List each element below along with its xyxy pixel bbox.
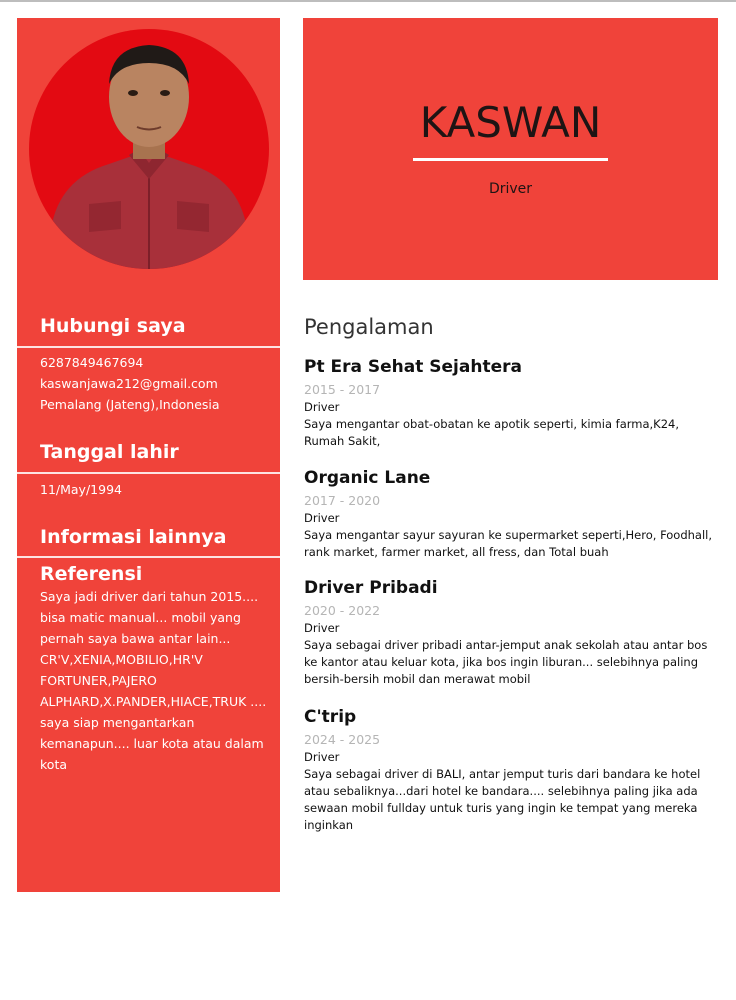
birth-title: Tanggal lahir xyxy=(40,441,179,463)
person-illustration xyxy=(29,29,269,269)
job-years: 2024 - 2025 xyxy=(304,732,381,747)
job-years: 2015 - 2017 xyxy=(304,382,381,397)
job-role: Driver xyxy=(304,621,340,635)
job-role: Driver xyxy=(304,400,340,414)
sidebar xyxy=(17,18,280,892)
experience-title: Pengalaman xyxy=(304,315,434,339)
job-entry xyxy=(304,467,714,561)
name-underline xyxy=(413,158,608,161)
other-info-title: Informasi lainnya xyxy=(40,526,227,548)
contact-divider xyxy=(17,346,280,348)
job-company: Driver Pribadi xyxy=(304,578,438,598)
job-company: C'trip xyxy=(304,707,357,727)
job-entry xyxy=(304,577,714,688)
birth-date: 11/May/1994 xyxy=(40,482,122,497)
job-description: Saya sebagai driver di BALI, antar jemput turis dari bandara ke hotel atau sebaliknya...dari hotel ke bandara.... selebihnya paling jika ada sewaan mobil fullday untuk turis yang ingin ke tempat yang mereka inginkan xyxy=(304,767,701,832)
contact-title: Hubungi saya xyxy=(40,315,186,337)
job-years: 2020 - 2022 xyxy=(304,603,381,618)
other-info-divider xyxy=(17,556,280,558)
reference-title: Referensi xyxy=(40,563,143,585)
reference-text: Saya jadi driver dari tahun 2015.... bisa matic manual... mobil yang pernah saya bawa antar lain... CR'V,XENIA,MOBILIO,HR'V FORTUNER,PAJERO ALPHARD,X.PANDER,HIACE,TRUK .... saya siap mengantarkan kemanapun.... luar kota atau dalam kota xyxy=(40,589,267,772)
job-company: Pt Era Sehat Sejahtera xyxy=(304,357,522,377)
birth-divider xyxy=(17,472,280,474)
job-description: Saya mengantar sayur sayuran ke supermarket seperti,Hero, Foodhall, rank market, farmer market, all fress, dan Total buah xyxy=(304,528,713,559)
job-entry xyxy=(304,706,714,834)
job-description: Saya sebagai driver pribadi antar-jemput anak sekolah atau antar bos ke kantor atau keluar kota, jika bos ingin liburan... selebihnya paling bersih-bersih mobil dan merawat mobil xyxy=(304,638,708,686)
job-role: Driver xyxy=(304,750,340,764)
job-entry xyxy=(304,356,714,450)
email-address: kaswanjawa212@gmail.com xyxy=(40,376,218,391)
person-name: KASWAN xyxy=(419,98,602,147)
person-role: Driver xyxy=(488,181,533,197)
job-years: 2017 - 2020 xyxy=(304,493,381,508)
job-description: Saya mengantar obat-obatan ke apotik seperti, kimia farma,K24, Rumah Sakit, xyxy=(304,417,680,448)
job-company: Organic Lane xyxy=(304,468,431,488)
name-header xyxy=(303,18,718,280)
profile-photo xyxy=(29,29,269,269)
top-border xyxy=(0,0,736,2)
phone-number: 6287849467694 xyxy=(40,355,144,370)
location: Pemalang (Jateng),Indonesia xyxy=(40,397,220,412)
job-role: Driver xyxy=(304,511,340,525)
